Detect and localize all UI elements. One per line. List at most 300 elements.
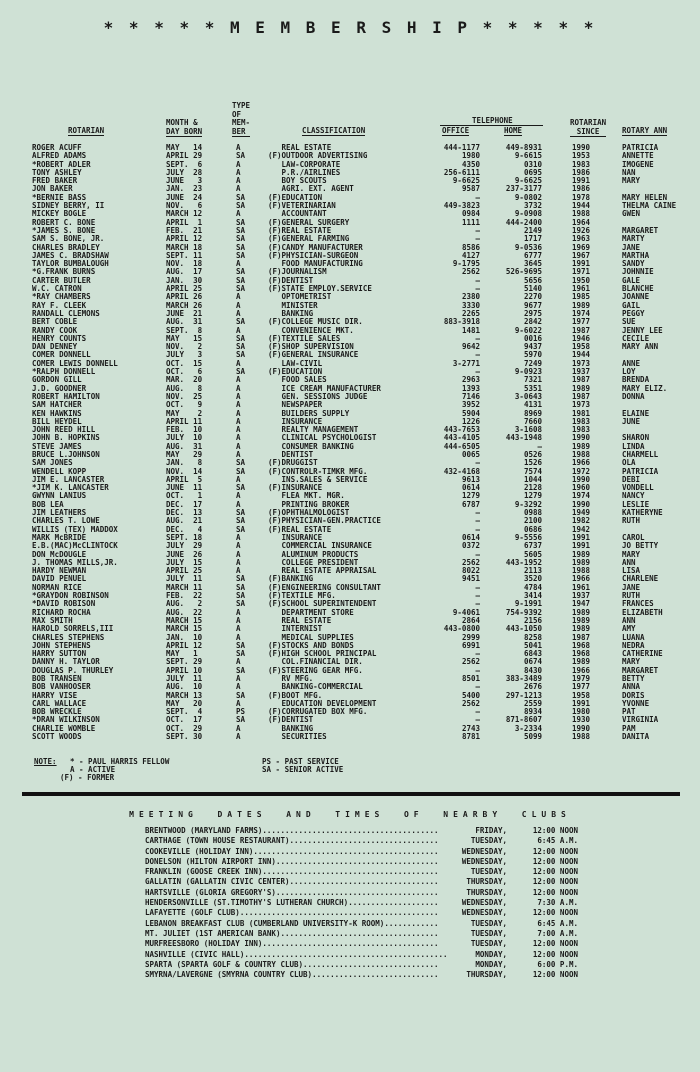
member-cls: BOY SCOUTS	[268, 176, 327, 186]
member-since: 1969	[572, 242, 591, 252]
club-time: 12:00 NOON	[532, 949, 578, 959]
header-rotarian: ROTARIAN	[68, 126, 105, 135]
member-cls: (F)SHOP SUPERVISION	[268, 342, 354, 352]
club-row	[0, 888, 700, 898]
member-cls: AGRI. EXT. AGENT	[268, 184, 354, 194]
member-office: –	[475, 599, 480, 609]
member-type: SA	[236, 715, 246, 725]
member-cls: (F)STOCKS AND BONDS	[268, 640, 354, 650]
member-type: SA	[236, 574, 246, 584]
member-since: 1967	[572, 250, 591, 260]
member-name: CHARLES BRADLEY	[32, 242, 100, 252]
clubs-title: MEETING DATES AND TIMES OF NEARBY CLUBS	[129, 810, 571, 819]
member-name: *DAVID ROBISON	[32, 599, 96, 609]
member-since: 1985	[572, 292, 591, 302]
member-name: JOHN REED HILL	[32, 425, 96, 435]
table-row	[0, 501, 700, 509]
member-home: 443-1948	[505, 433, 542, 443]
member-since: 1979	[572, 674, 591, 683]
member-name: GORDON GILL	[32, 375, 82, 385]
member-office: –	[475, 582, 480, 592]
member-name: *JAMES S. BONE	[32, 225, 96, 235]
member-cls: REAL ESTATE APPRAISAL	[268, 566, 377, 576]
member-home: 6777	[523, 250, 542, 260]
member-cls: EDUCATION DEVELOPMENT	[268, 698, 377, 708]
member-office: –	[475, 458, 480, 468]
member-name: GWYNN LANIUS	[32, 491, 87, 501]
member-since: 1991	[572, 541, 591, 551]
member-office: –	[475, 350, 480, 360]
member-cls: (F)EDUCATION	[268, 367, 323, 377]
club-name: GALLATIN (GALLATIN CIVIC CENTER).................................	[145, 877, 439, 887]
member-type: SA	[236, 665, 246, 675]
member-office: 9642	[461, 342, 480, 352]
member-born: MARCH 11	[166, 582, 203, 592]
member-born: OCT. 9	[166, 400, 203, 410]
member-since: 1989	[572, 383, 591, 393]
member-cls: (F)INSURANCE	[268, 483, 323, 493]
member-type: SA	[236, 367, 246, 377]
member-ann: KATHERYNE	[622, 508, 663, 518]
legend-label: NOTE:	[34, 757, 57, 766]
member-ann: MARY HELEN	[622, 192, 668, 202]
club-name: COOKEVILLE (HOLIDAY INN).........................................	[145, 846, 439, 856]
member-name: HAROLD SORRELS,III	[32, 624, 114, 634]
member-name: SIDNEY BERRY, II	[32, 201, 105, 211]
table-row	[0, 260, 700, 268]
legend-former: (F) - FORMER	[60, 773, 115, 782]
member-type: SA	[236, 151, 246, 161]
member-home: 5351	[523, 383, 542, 393]
member-type: SA	[236, 599, 246, 609]
member-home: 8430	[523, 665, 542, 675]
member-cls: BANKING	[268, 308, 314, 318]
member-name: MAX SMITH	[32, 615, 73, 625]
club-name: HARTSVILLE (GLORIA GREGORY'S)....................................	[145, 887, 439, 897]
member-home: 3-2334	[514, 723, 542, 733]
member-since: 1971	[572, 267, 591, 277]
member-ann: JENNY LEE	[622, 325, 663, 335]
member-born: FEB. 22	[166, 591, 203, 601]
member-born: MARCH 13	[166, 690, 203, 700]
member-home: 9-1991	[514, 599, 542, 609]
member-since: 1926	[572, 225, 591, 235]
club-row	[0, 847, 700, 857]
member-cls: (F)DENTIST	[268, 715, 314, 725]
member-office: 2562	[461, 557, 480, 567]
member-cls: ALUMINUM PRODUCTS	[268, 549, 359, 559]
member-since: 1983	[572, 159, 591, 169]
member-since: 1961	[572, 582, 591, 592]
member-type: A	[236, 184, 241, 194]
member-ann: BLANCHE	[622, 284, 654, 294]
member-cls: (F)CONTROLR-TIMKR MFG.	[268, 466, 368, 476]
member-type: A	[236, 566, 241, 576]
member-home: 4131	[523, 400, 542, 410]
member-born: JAN. 10	[166, 632, 203, 642]
member-since: 1947	[572, 599, 591, 609]
club-name: SPARTA (SPARTA GOLF & COUNTRY CLUB)..............................	[145, 959, 439, 969]
member-ann: SANDY	[622, 259, 645, 269]
member-born: JUNE 11	[166, 483, 203, 493]
member-type: SA	[236, 225, 246, 235]
member-home: 0686	[523, 524, 542, 534]
member-ann: RUTH	[622, 516, 641, 526]
member-cls: BUILDERS SUPPLY	[268, 408, 350, 418]
member-office: 2380	[461, 292, 480, 302]
member-name: MARK McBRIDE	[32, 532, 87, 542]
member-office: 3-2771	[452, 358, 480, 368]
member-cls: (F)OPHTHALMOLOGIST	[268, 508, 350, 518]
member-ann: CAROL	[622, 532, 645, 542]
member-ann: ANNETTE	[622, 151, 654, 161]
member-since: 1966	[572, 458, 591, 468]
member-office: –	[475, 715, 480, 725]
member-type: A	[236, 491, 241, 501]
club-day: TUESDAY,	[470, 939, 507, 949]
member-since: 1991	[572, 532, 591, 542]
member-since: 1978	[572, 192, 591, 202]
member-born: APRIL 12	[166, 640, 203, 650]
member-ann: DORIS	[622, 690, 645, 700]
member-name: SAM JONES	[32, 458, 73, 468]
member-name: ROBERT HAMILTON	[32, 391, 100, 401]
member-cls: INS.SALES & SERVICE	[268, 474, 368, 484]
member-born: DEC. 13	[166, 508, 203, 518]
member-ann: CHARMELL	[622, 449, 659, 459]
member-since: 1989	[572, 300, 591, 310]
member-cls: CONSUMER BANKING	[268, 441, 354, 451]
member-type: SA	[236, 483, 246, 493]
member-home: 2676	[523, 682, 542, 692]
member-home: 9-6615	[514, 151, 542, 161]
member-name: BERT COBLE	[32, 317, 78, 327]
member-ann: CHARLENE	[622, 574, 659, 584]
member-office: –	[475, 649, 480, 659]
member-born: NOV. 18	[166, 259, 203, 269]
member-name: W.C. CATRON	[32, 284, 82, 294]
member-cls: (F)OUTDOOR ADVERTISING	[268, 151, 368, 161]
member-office: 9-4061	[452, 607, 480, 617]
table-row	[0, 716, 700, 724]
member-ann: JUNE	[622, 416, 641, 426]
club-row	[0, 877, 700, 887]
member-type: A	[236, 549, 241, 559]
club-time: 6:00 P.M.	[537, 959, 578, 969]
member-born: FEB. 21	[166, 225, 203, 235]
member-ann: JOANNE	[622, 292, 650, 302]
member-home: 8934	[523, 707, 542, 717]
member-home: 4784	[523, 582, 542, 592]
table-row	[0, 202, 700, 210]
member-type: A	[236, 259, 241, 269]
member-ann: NANCY	[622, 491, 645, 501]
member-since: 1973	[572, 358, 591, 368]
club-row	[0, 929, 700, 939]
member-name: HARRY VISE	[32, 690, 78, 700]
member-cls: (F)BOOT MFG.	[268, 690, 323, 700]
member-born: OCT. 6	[166, 367, 203, 377]
member-since: 1966	[572, 574, 591, 584]
member-office: 443-4105	[443, 433, 480, 443]
member-home: 2113	[523, 566, 542, 576]
member-home: 5140	[523, 284, 542, 294]
member-name: CARL WALLACE	[32, 698, 87, 708]
member-since: 1974	[572, 308, 591, 318]
member-name: RANDALL CLEMONS	[32, 308, 100, 318]
member-type: SA	[236, 690, 246, 700]
member-since: 1961	[572, 284, 591, 294]
member-home: 1044	[523, 474, 542, 484]
member-office: 8022	[461, 566, 480, 576]
member-office: –	[475, 665, 480, 675]
member-cls: (F)PHYSICIAN-SURGEON	[268, 250, 359, 260]
member-name: *ROBERT ADLER	[32, 159, 91, 169]
member-home: 7249	[523, 358, 542, 368]
member-name: CHARLES STEPHENS	[32, 632, 105, 642]
member-name: *G.FRANK BURNS	[32, 267, 96, 277]
club-row	[0, 950, 700, 960]
member-since: 1989	[572, 615, 591, 625]
member-since: 1950	[572, 275, 591, 285]
member-cls: BANKING	[268, 723, 314, 733]
member-type: SA	[236, 267, 246, 277]
table-row	[0, 327, 700, 335]
member-type: A	[236, 441, 241, 451]
member-cls: BANKING-COMMERCIAL	[268, 682, 363, 692]
header-telephone: TELEPHONE	[472, 116, 513, 125]
member-ann: SUE	[622, 317, 636, 327]
member-since: 1989	[572, 557, 591, 567]
club-time: 12:00 NOON	[532, 856, 578, 866]
member-name: BOB VANHOOSER	[32, 682, 91, 692]
member-home: 7321	[523, 375, 542, 385]
member-name: STEVE JAMES	[32, 441, 82, 451]
member-home: 8258	[523, 632, 542, 642]
member-home: 9-0536	[514, 242, 542, 252]
member-since: 1983	[572, 416, 591, 426]
member-office: 7146	[461, 391, 480, 401]
member-born: APRIL 29	[166, 151, 203, 161]
member-born: SEPT. 18	[166, 532, 203, 542]
member-cls: (F)ENGINEERING CONSULTANT	[268, 582, 381, 592]
member-born: MARCH 18	[166, 242, 203, 252]
member-type: A	[236, 176, 241, 186]
member-home: 444-2400	[505, 217, 542, 227]
member-since: 1937	[572, 591, 591, 601]
member-home: 9-3292	[514, 499, 542, 509]
member-office: 4350	[461, 159, 480, 169]
member-name: *RALPH DONNELL	[32, 367, 96, 377]
club-name: BRENTWOOD (MARYLAND FARMS).......................................	[145, 826, 439, 835]
member-home: 5970	[523, 350, 542, 360]
member-name: *JIM K. LANCASTER	[32, 483, 109, 493]
member-ann: PAM	[622, 723, 636, 733]
member-office: –	[475, 707, 480, 717]
member-born: SEPT. 11	[166, 250, 203, 260]
member-type: SA	[236, 508, 246, 518]
member-ann: JANE	[622, 242, 641, 252]
member-born: JUNE 3	[166, 176, 203, 186]
member-type: A	[236, 474, 241, 484]
member-born: SEPT. 30	[166, 732, 203, 742]
member-type: A	[236, 325, 241, 335]
member-ann: DONNA	[622, 391, 645, 401]
member-cls: ICE CREAM MANUFACTURER	[268, 383, 381, 393]
member-cls: FOOD MANUFACTURING	[268, 259, 363, 269]
member-office: 0614	[461, 532, 480, 542]
member-ann: ANNA	[622, 682, 641, 692]
member-home: 1279	[523, 491, 542, 501]
member-type: SA	[236, 275, 246, 285]
member-since: 1987	[572, 325, 591, 335]
member-born: MAY 14	[166, 143, 203, 152]
member-ann: LOY	[622, 367, 636, 377]
table-row	[0, 185, 700, 193]
member-cls: LAW-CORPORATE	[268, 159, 341, 169]
member-cls: (F)BANKING	[268, 574, 314, 584]
member-home: 443-1050	[505, 624, 542, 634]
member-since: 1937	[572, 367, 591, 377]
member-name: RANDY COOK	[32, 325, 78, 335]
member-office: 0984	[461, 209, 480, 219]
member-born: DEC. 4	[166, 524, 203, 534]
member-home: 9-0908	[514, 209, 542, 219]
member-office: –	[475, 508, 480, 518]
member-home: 2156	[523, 615, 542, 625]
member-type: SA	[236, 466, 246, 476]
member-since: 1991	[572, 176, 591, 186]
member-cls: (F)DRUGGIST	[268, 458, 318, 468]
club-day: WEDNESDAY,	[461, 898, 507, 908]
legend-active: A - ACTIVE	[70, 765, 116, 774]
membership-table	[0, 144, 700, 741]
member-type: A	[236, 308, 241, 318]
member-cls: (F)STEERING GEAR MFG.	[268, 665, 363, 675]
member-since: 1981	[572, 408, 591, 418]
member-born: OCT. 15	[166, 358, 203, 368]
member-cls: SECURITIES	[268, 732, 327, 742]
member-home: 7574	[523, 466, 542, 476]
member-office: 432-4168	[443, 466, 480, 476]
member-since: 1973	[572, 400, 591, 410]
member-name: JOHN STEPHENS	[32, 640, 91, 650]
member-born: JUNE 24	[166, 192, 203, 202]
member-since: 1986	[572, 167, 591, 177]
member-type: SA	[236, 350, 246, 360]
member-born: JULY 10	[166, 433, 203, 443]
member-born: AUG. 8	[166, 383, 203, 393]
club-time: 12:00 NOON	[532, 867, 578, 877]
member-office: 8586	[461, 242, 480, 252]
club-name: HENDERSONVILLE (ST.TIMOTHY'S LUTHERAN CHURCH)....................	[145, 898, 439, 908]
club-time: 12:00 NOON	[532, 846, 578, 856]
club-time: 12:00 NOON	[532, 887, 578, 897]
member-name: BRUCE L.JOHNSON	[32, 449, 100, 459]
club-day: WEDNESDAY,	[461, 856, 507, 866]
member-home: 2975	[523, 308, 542, 318]
member-home: 9-5556	[514, 532, 542, 542]
member-name: CHARLIE WOMBLE	[32, 723, 96, 733]
club-name: CARTHAGE (TOWN HOUSE RESTAURANT).................................	[145, 836, 439, 846]
member-type: A	[236, 159, 241, 169]
member-office: 2963	[461, 375, 480, 385]
member-born: MAY 20	[166, 698, 203, 708]
member-since: 1988	[572, 732, 591, 742]
member-office: –	[475, 192, 480, 202]
club-name: SMYRNA/LAVERGNE (SMYRNA COUNTRY CLUB)............................	[145, 970, 439, 980]
table-row	[0, 169, 700, 177]
member-born: JUNE 26	[166, 549, 203, 559]
member-name: HENRY COUNTS	[32, 333, 87, 343]
member-office: 9-1795	[452, 259, 480, 269]
member-since: 1987	[572, 632, 591, 642]
member-office: 444-6505	[443, 441, 480, 451]
member-home: 443-1952	[505, 557, 542, 567]
member-born: MAY 1	[166, 649, 198, 659]
table-row	[0, 609, 700, 617]
club-time: 7:30 A.M.	[537, 898, 578, 908]
member-ann: PATRICIA	[622, 466, 659, 476]
member-since: 1930	[572, 715, 591, 725]
member-ann: MARY ELIZ.	[622, 383, 668, 393]
member-ann: CATHERINE	[622, 649, 663, 659]
table-row	[0, 227, 700, 235]
member-cls: COL.FINANCIAL DIR.	[268, 657, 363, 667]
member-ann: AMY	[622, 624, 636, 634]
member-home: 449-8931	[505, 143, 542, 152]
member-cls: (F)HIGH SCHOOL PRINCIPAL	[268, 649, 377, 659]
member-office: –	[475, 682, 480, 692]
member-born: JULY 11	[166, 674, 203, 683]
member-ann: JOHNNIE	[622, 267, 654, 277]
club-day: TUESDAY,	[470, 867, 507, 877]
member-home: 9-6022	[514, 325, 542, 335]
member-office: –	[475, 367, 480, 377]
member-office: 5400	[461, 690, 480, 700]
member-home: 0988	[523, 508, 542, 518]
member-name: RICHARD ROCHA	[32, 607, 91, 617]
member-ann: RUTH	[622, 591, 641, 601]
member-office: 256-6111	[443, 167, 480, 177]
member-born: MARCH 12	[166, 209, 203, 219]
member-office: –	[475, 225, 480, 235]
member-home: 2128	[523, 483, 542, 493]
member-home: 754-9392	[505, 607, 542, 617]
club-name: LAFAYETTE (GOLF CLUB)............................................	[145, 908, 439, 918]
member-cls: (F)REAL ESTATE	[268, 225, 332, 235]
member-name: HARDY NEWMAN	[32, 566, 87, 576]
club-day: MONDAY,	[475, 949, 507, 959]
member-born: AUG. 2	[166, 599, 203, 609]
table-row	[0, 360, 700, 368]
table-row	[0, 526, 700, 534]
member-name: KEN HAWKINS	[32, 408, 82, 418]
member-home: 3-0643	[514, 391, 542, 401]
club-time: 6:45 A.M.	[537, 836, 578, 846]
member-born: APRIL 26	[166, 292, 203, 302]
member-ann: JANE	[622, 582, 641, 592]
member-home: 297-1213	[505, 690, 542, 700]
table-row	[0, 152, 700, 160]
member-ann: NAN	[622, 167, 636, 177]
member-since: 1989	[572, 607, 591, 617]
member-ann: CECILE	[622, 333, 650, 343]
member-type: SA	[236, 649, 246, 659]
member-home: 871-8607	[505, 715, 542, 725]
member-office: 0614	[461, 483, 480, 493]
member-ann: PATRICIA	[622, 143, 659, 152]
